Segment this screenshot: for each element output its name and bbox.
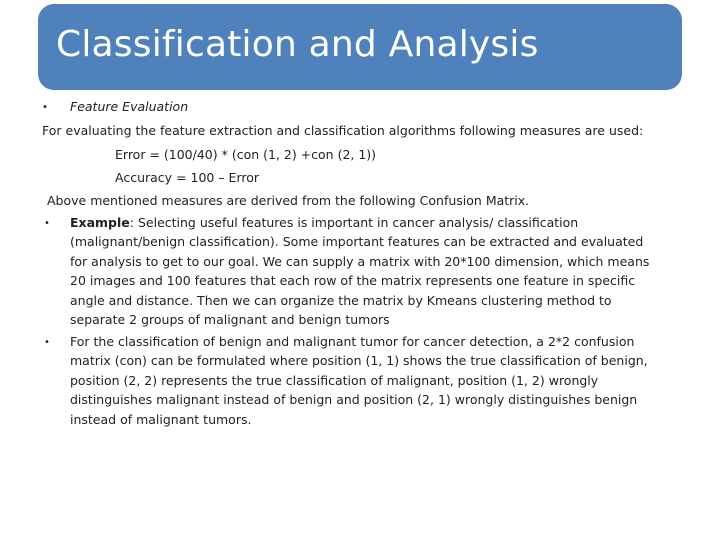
example-line: angle and distance. Then we can organize the matrix by Kmeans clustering method to <box>70 292 612 308</box>
example-line: : Selecting useful features is important in cancer analysis/ classification <box>129 215 579 230</box>
example-line: for analysis to get to our goal. We can supply a matrix with 20*100 dimension, which means <box>70 253 650 269</box>
example-line: separate 2 groups of malignant and benign tumors <box>70 312 390 328</box>
intro-text: For evaluating the feature extraction and classification algorithms following measures are used: <box>42 123 644 138</box>
classification-paragraph <box>70 332 680 429</box>
bullet-icon: • <box>42 102 48 113</box>
title-banner <box>38 4 682 90</box>
classification-line: matrix (con) can be formulated where position (1, 1) shows the true classification of benign, <box>70 353 648 369</box>
classification-line: distinguishes malignant instead of benign and position (2, 1) wrongly distinguishes benign <box>70 392 638 408</box>
bullet-icon: • <box>44 337 50 348</box>
derived-note: Above mentioned measures are derived from the following Confusion Matrix. <box>47 193 530 208</box>
example-label: Example <box>70 215 130 230</box>
example-line: (malignant/benign classification). Some important features can be extracted and evaluated <box>70 234 644 250</box>
heading-bullet: Feature Evaluation <box>70 99 189 114</box>
classification-line: instead of malignant tumors. <box>70 411 252 427</box>
formula-error: Error = (100/40) * (con (1, 2) +con (2, 1)) <box>115 147 377 162</box>
formula-accuracy: Accuracy = 100 – Error <box>115 170 260 185</box>
example-line: 20 images and 100 features that each row of the matrix represents one feature in specific <box>70 273 636 289</box>
slide-title: Classification and Analysis <box>56 24 539 65</box>
bullet-icon: • <box>44 218 50 229</box>
classification-line: For the classification of benign and malignant tumor for cancer detection, a 2*2 confusion <box>70 334 635 349</box>
example-paragraph <box>70 213 680 329</box>
classification-line: position (2, 2) represents the true classification of malignant, position (1, 2) wrongly <box>70 372 599 388</box>
